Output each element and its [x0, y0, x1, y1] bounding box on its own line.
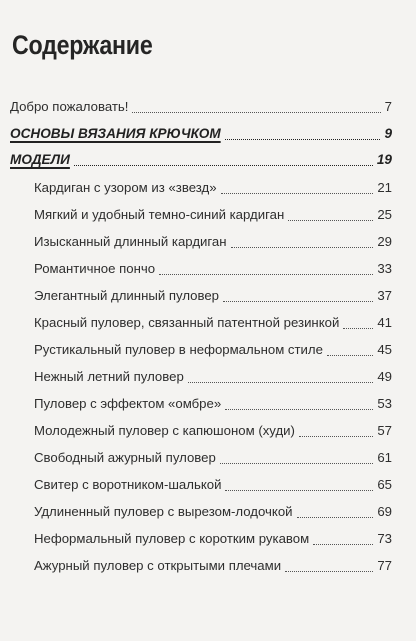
toc-page-number: 7 — [384, 99, 392, 114]
toc-entry-text: Элегантный длинный пуловер — [34, 288, 220, 303]
toc-entry — [34, 502, 392, 522]
toc-entry — [34, 448, 392, 468]
toc-page-number: 53 — [377, 396, 392, 411]
dot-leader — [343, 328, 373, 329]
toc-section-models — [10, 150, 392, 170]
dot-leader — [327, 355, 373, 356]
page-title: Содержание — [12, 30, 153, 60]
dot-leader — [159, 274, 373, 275]
toc-entry — [34, 340, 392, 360]
toc-entry-text: Мягкий и удобный темно-синий кардиган — [34, 207, 285, 222]
toc-entry-text: Свитер с воротником-шалькой — [34, 477, 222, 492]
toc-section-basics — [10, 124, 392, 144]
toc-entry — [34, 421, 392, 441]
toc-entry — [34, 529, 392, 549]
toc-page-number: 61 — [377, 450, 392, 465]
dot-leader — [223, 301, 373, 302]
toc-entry — [34, 475, 392, 495]
toc-entry-text: Пуловер с эффектом «омбре» — [34, 396, 222, 411]
toc-page-number: 19 — [376, 152, 392, 167]
dot-leader — [225, 139, 381, 140]
toc-entry-text: Красный пуловер, связанный патентной резинкой — [34, 315, 340, 330]
dot-leader — [288, 220, 373, 221]
dot-leader — [225, 409, 373, 410]
toc-page-number: 77 — [377, 558, 392, 573]
toc-page-number: 21 — [377, 180, 392, 195]
toc-entry-text: Молодежный пуловер с капюшоном (худи) — [34, 423, 295, 438]
toc-entry-text: Кардиган с узором из «звезд» — [34, 180, 217, 195]
toc-entry — [34, 286, 392, 306]
toc-page-number: 41 — [377, 315, 392, 330]
toc-entry-text: Свободный ажурный пуловер — [34, 450, 216, 465]
dot-leader — [220, 463, 374, 464]
toc-entry-text: Изысканный длинный кардиган — [34, 234, 227, 249]
dot-leader — [188, 382, 374, 383]
dot-leader — [74, 165, 373, 166]
toc-page-number: 57 — [377, 423, 392, 438]
toc-entry — [34, 556, 392, 576]
toc-entry — [34, 313, 392, 333]
dot-leader — [299, 436, 373, 437]
toc-page-number: 29 — [377, 234, 392, 249]
toc-page-number: 73 — [377, 531, 392, 546]
toc-entry — [34, 205, 392, 225]
toc-entry-text: Нежный летний пуловер — [34, 369, 184, 384]
toc-page-number: 65 — [377, 477, 392, 492]
toc-entry-text: Добро пожаловать! — [10, 99, 129, 114]
toc-entry — [34, 232, 392, 252]
toc-entry-text: Ажурный пуловер с открытыми плечами — [34, 558, 282, 573]
toc-entry-text: Удлиненный пуловер с вырезом-лодочкой — [34, 504, 293, 519]
dot-leader — [285, 571, 373, 572]
toc-page-number: 25 — [377, 207, 392, 222]
dot-leader — [132, 112, 380, 113]
toc-entry-text: Романтичное пончо — [34, 261, 156, 276]
toc-section-text: ОСНОВЫ ВЯЗАНИЯ КРЮЧКОМ — [10, 126, 221, 141]
toc-entry-welcome — [10, 97, 392, 117]
dot-leader — [231, 247, 374, 248]
toc-entry-text: Неформальный пуловер с коротким рукавом — [34, 531, 310, 546]
toc-page-number: 9 — [384, 126, 392, 141]
toc-page-number: 69 — [377, 504, 392, 519]
dot-leader — [221, 193, 374, 194]
toc-page-number: 33 — [377, 261, 392, 276]
toc-entry — [34, 178, 392, 198]
toc-entry — [34, 394, 392, 414]
toc-entry — [34, 259, 392, 279]
toc-page-number: 37 — [377, 288, 392, 303]
toc-section-text: МОДЕЛИ — [10, 152, 70, 167]
toc-entry — [34, 367, 392, 387]
dot-leader — [313, 544, 373, 545]
toc-entry-text: Рустикальный пуловер в неформальном стиле — [34, 342, 323, 357]
toc-page-number: 49 — [377, 369, 392, 384]
toc-page-number: 45 — [377, 342, 392, 357]
dot-leader — [297, 517, 374, 518]
dot-leader — [225, 490, 373, 491]
